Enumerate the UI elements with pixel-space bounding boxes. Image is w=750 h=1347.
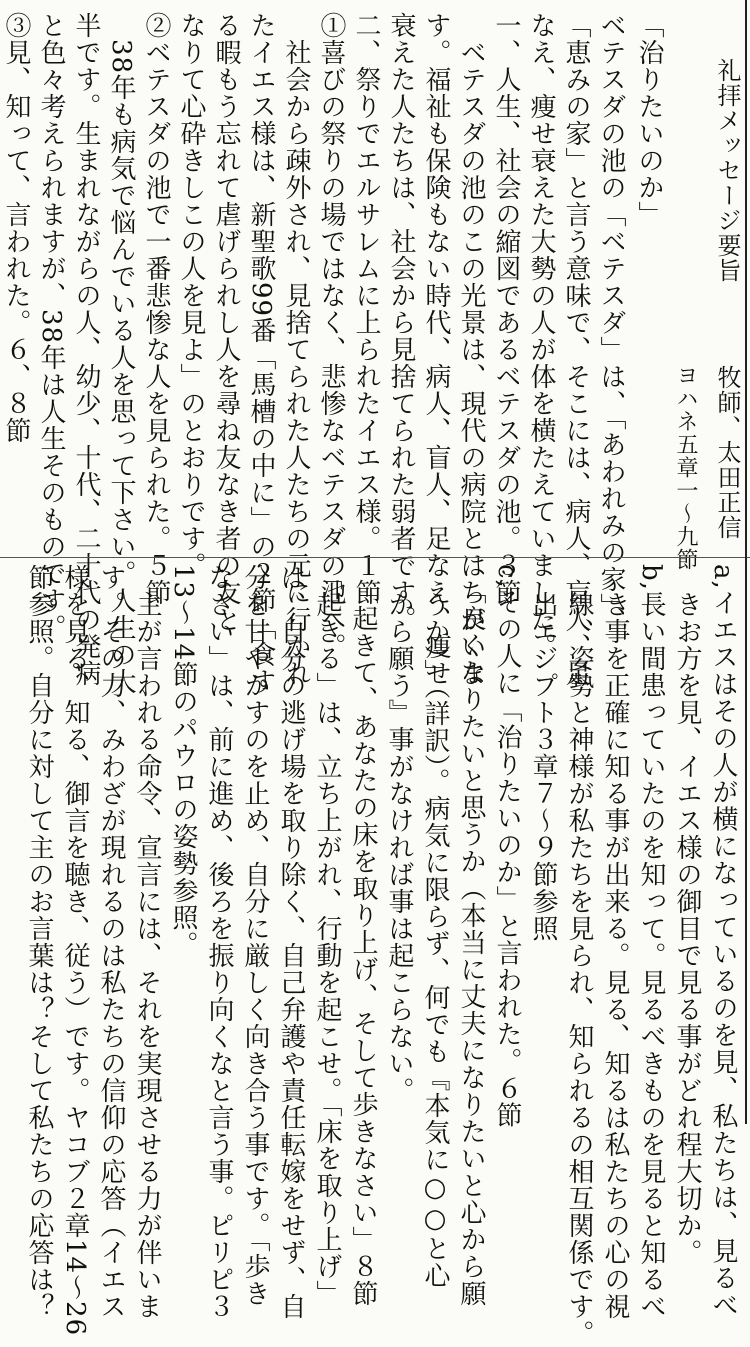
upper-line-13: なりて心砕きしこの人を見よ」のとおりです。 (176, 12, 206, 579)
upper-line-17: と色々考えられますが、38年は人生そのものです。 (36, 12, 66, 642)
page-edge (745, 0, 747, 1124)
lower-line-9: うか）」（詳訳）。病気に限らず、何でも『本気に○○と心 (420, 564, 450, 1289)
upper-line-14: ②ベテスダの池で一番悲惨な人を見られた。５節 (141, 12, 171, 606)
upper-line-3: なえ、痩せ衰えた大勢の人が体を横たえていました。 (526, 12, 556, 660)
upper-line-2: 「恵みの家」と言う意味で、そこには、病人、盲人、足 (561, 12, 591, 687)
lower-line-14: 分を甘やかすのを止め、自分に厳しく向き合う事です。「歩き (240, 564, 270, 1307)
scripture-reference: ヨハネ五章一～九節 (673, 364, 698, 571)
lower-line-5: 線、姿勢と神様が私たちを見られ、知られるの相互関係です。 (564, 564, 594, 1347)
lower-line-20: 節参照。自分に対して主のお言葉は？そして私たちの応答は？ (24, 564, 54, 1320)
lower-line-11: 「起きて、あなたの床を取り上げ、そして歩きなさい」８節 (348, 564, 378, 1307)
upper-line-18: ③見、知って、言われた。６、８節 (1, 12, 31, 444)
lower-line-1: a,イエスはその人が横になっているのを見、私たちは、見るべ (708, 564, 738, 1319)
lower-line-2: きお方を見、イエス様の御目で見る事がどれ程大切か。 (672, 564, 702, 1266)
lower-line-16: 13～14節のパウロの姿勢参照。 (168, 564, 198, 959)
upper-line-5: ベテスダの池のこの光景は、現代の病院とはちがいま (456, 12, 486, 687)
upper-line-11: たイエス様は、新聖歌99番「馬槽の中に」の２節「食す (246, 12, 276, 696)
lower-line-18: す。その力、みわざが現れるのは私たちの信仰の応答（イエス (96, 564, 126, 1320)
bulletin-title: 礼拝メッセージ要旨 (713, 58, 741, 283)
lower-line-4: き事を正確に知る事が出来る。見る、知るは私たちの心の視 (600, 564, 630, 1320)
upper-line-7: 衰えた人たちは、社会から見捨てられた弱者です。 (386, 12, 416, 633)
lower-line-8: 「良くなりたいと思うか（本当に丈夫になりたいと心から願 (456, 564, 486, 1307)
lower-line-13: は、自分の逃げ場を取り除く、自己弁護や責任転嫁をせず、自 (276, 564, 306, 1320)
upper-line-9: ①喜びの祭りの場ではなく、悲惨なベテスダの池へ。 (316, 12, 346, 660)
lower-line-15: なさい」は、前に進め、後ろを振り向くなと言う事。ピリピ３ (204, 564, 234, 1320)
pastor-name: 牧師、太田正信 (713, 365, 741, 540)
section-divider (0, 557, 750, 558)
lower-line-12: 「起きる」は、立ち上がれ、行動を起こせ。「床を取り上げ」 (312, 564, 342, 1307)
upper-line-1: ベテスダの池の「ベテスダ」は、「あわれみの家」、 (596, 12, 626, 634)
upper-line-16: 半です。生まれながらの人、幼少、十代、二十代の発病 (71, 12, 101, 687)
lower-line-6: 出エジプト３章７～９節参照 (528, 564, 558, 942)
lower-line-7: c,その人に「治りたいのか」と言われた。６節 (492, 564, 522, 1129)
sermon-title: 「治りたいのか」 (634, 12, 664, 228)
lower-line-17: 主が言われる命令、宣言には、それを実現させる力が伴いま (132, 564, 162, 1320)
upper-line-8: 二、祭りでエルサレムに上られたイエス様。１節 (351, 12, 381, 606)
upper-line-12: る暇もう忘れて虐げられし人を尋ね友なき者の友と (211, 12, 241, 633)
upper-line-15: 38年も病気で悩んでいる人を思って下さい。人生の大 (106, 12, 136, 696)
lower-line-19: 様を見る、知る、御言を聴き、従う）です。ヤコブ２章14～26 (60, 564, 90, 1337)
lower-line-3: b,長い間患っていたのを知って。見るべきものを見ると知るべ (636, 564, 666, 1320)
upper-line-10: 社会から疎外され、見捨てられた人たちの元に行かれ (281, 12, 311, 687)
upper-line-6: す。福祉も保険もない時代、病人、盲人、足なえ、痩せ (421, 12, 451, 687)
lower-line-10: から願う』事がなければ事は起こらない。 (384, 564, 414, 1104)
upper-line-4: 一、人生、社会の縮図であるベテスダの池。３節 (491, 12, 521, 606)
